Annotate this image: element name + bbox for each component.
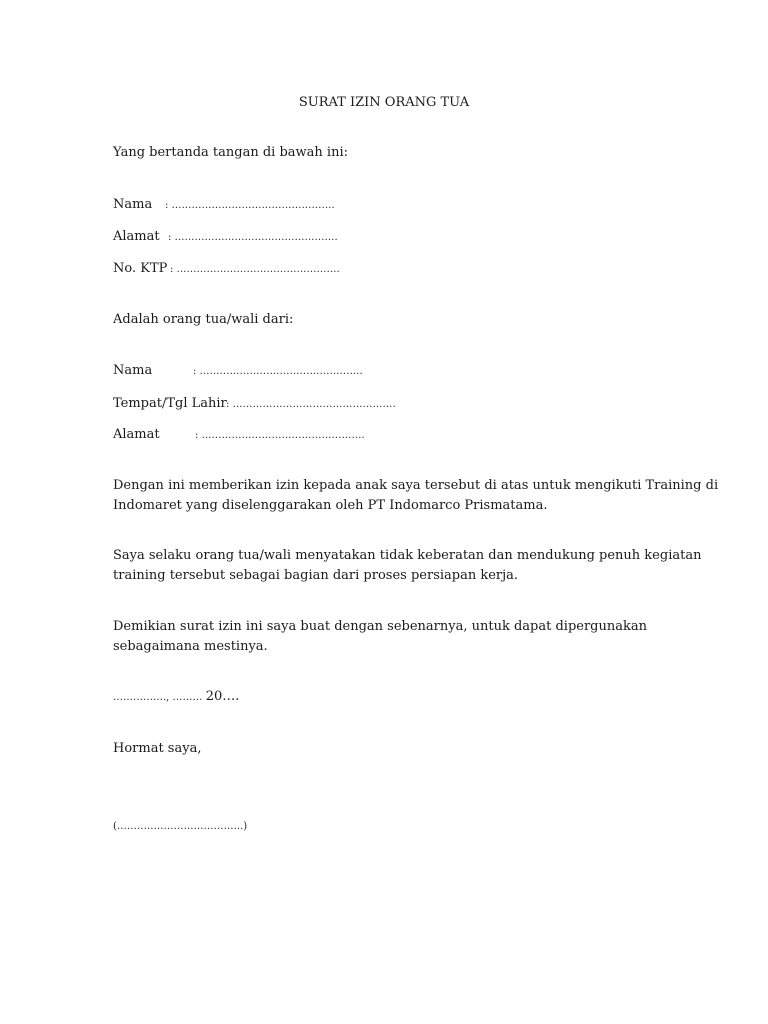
parent-address-value: : …………………………………………. [168, 232, 338, 243]
child-birth-row [113, 394, 396, 415]
parent-address-row [113, 227, 338, 248]
paragraph-statement-line2: training tersebut sebagai bagian dari proses persiapan kerja. [113, 568, 519, 583]
child-name-row [113, 361, 363, 382]
paragraph-permission-line1: Dengan ini memberikan izin kepada anak saya tersebut di atas untuk mengikuti Training di [113, 478, 719, 493]
parent-name-row [113, 195, 335, 216]
closing-text: Hormat saya, [113, 741, 202, 756]
paragraph-permission [113, 476, 719, 516]
parent-ktp-row [113, 259, 340, 280]
parent-ktp-value: : …………………………………………. [170, 264, 340, 275]
parent-name-label: Nama [113, 197, 153, 212]
paragraph-statement-line1: Saya selaku orang tua/wali menyatakan tidak keberatan dan mendukung penuh kegiatan [113, 548, 702, 563]
parent-address-label: Alamat [113, 229, 160, 244]
letter-title: SURAT IZIN ORANG TUA [298, 95, 470, 110]
paragraph-statement [113, 546, 702, 586]
parent-ktp-label: No. KTP [113, 261, 168, 276]
paragraph-permission-line2: Indomaret yang diselenggarakan oleh PT Indomarco Prismatama. [113, 498, 548, 513]
child-name-label: Nama [113, 363, 153, 378]
child-birth-value: : …………………………………………. [226, 399, 396, 410]
date-line [113, 687, 239, 708]
paragraph-closing-line2: sebagaimana mestinya. [113, 639, 268, 654]
parent-name-value: : …………………………………………. [165, 200, 335, 211]
date-place-dots: ……………., ……… [113, 692, 206, 703]
intro-text: Yang bertanda tangan di bawah ini: [113, 145, 348, 160]
child-birth-label: Tempat/Tgl Lahir [113, 396, 227, 411]
child-address-label: Alamat [113, 427, 160, 442]
child-address-value: : …………………………………………. [195, 430, 365, 441]
child-address-row [113, 425, 365, 446]
signature-line [113, 816, 247, 837]
paragraph-closing-line1: Demikian surat izin ini saya buat dengan sebenarnya, untuk dapat dipergunakan [113, 619, 647, 634]
signature-placeholder: (………………………………..) [113, 821, 248, 832]
child-intro-text: Adalah orang tua/wali dari: [113, 312, 294, 327]
date-year: 20…. [205, 689, 240, 704]
paragraph-closing [113, 617, 673, 657]
child-name-value: : …………………………………………. [193, 366, 363, 377]
